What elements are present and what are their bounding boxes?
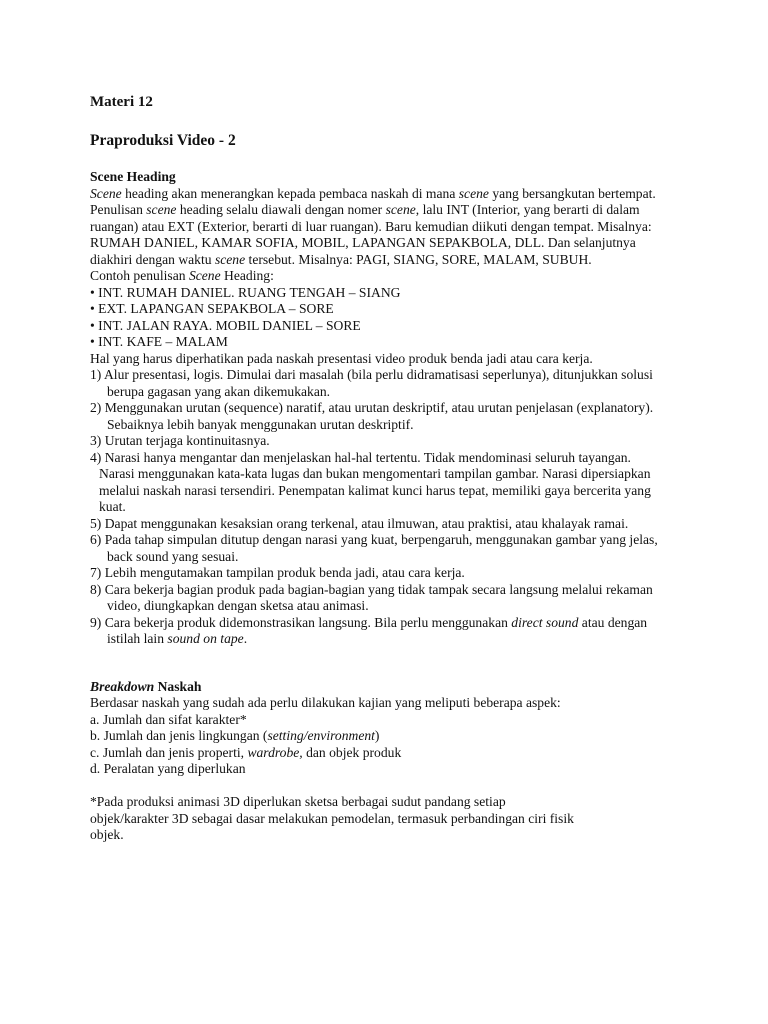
list-item: 2) Menggunakan urutan (sequence) naratif, atau urutan deskriptif, atau urutan penjelasan (explanatory). (90, 400, 654, 415)
list-item: 5) Dapat menggunakan kesaksian orang terkenal, atau ilmuwan, atau praktisi, atau khalayak ramai. (90, 515, 629, 531)
breakdown-list (90, 712, 730, 778)
section-heading-breakdown: Breakdown Naskah (90, 678, 202, 694)
document-title: Materi 12 (90, 94, 153, 110)
list-item-continuation: Sebaiknya lebih banyak menggunakan urutan deskriptif. (107, 416, 414, 432)
list-item-continuation: back sound yang sesuai. (107, 548, 239, 564)
breakdown-item: b. Jumlah dan jenis lingkungan (setting/environment) (90, 728, 380, 743)
example-line: • INT. JALAN RAYA. MOBIL DANIEL – SORE (90, 317, 361, 333)
scene-heading-examples (90, 285, 730, 351)
points-list (90, 367, 730, 648)
section-heading-scene-heading: Scene Heading (90, 169, 176, 184)
footnote-line: objek. (90, 827, 124, 842)
list-item-continuation: melalui naskah narasi tersendiri. Penempatan kalimat kunci harus tepat, memiliki gaya bercerita yang (99, 482, 651, 498)
list-item: 7) Lebih mengutamakan tampilan produk benda jadi, atau cara kerja. (90, 565, 465, 580)
breakdown-intro: Berdasar naskah yang sudah ada perlu dilakukan kajian yang meliputi beberapa aspek: (90, 695, 561, 710)
breakdown-item: a. Jumlah dan sifat karakter* (90, 711, 247, 727)
footnote-line: objek/karakter 3D sebagai dasar melakukan pemodelan, termasuk perbandingan ciri fisik (90, 810, 574, 826)
list-item: 6) Pada tahap simpulan ditutup dengan narasi yang kuat, berpengaruh, menggunakan gambar yang jelas, (90, 532, 658, 547)
breakdown-item: c. Jumlah dan jenis properti, wardrobe, dan objek produk (90, 744, 402, 760)
example-line: • EXT. LAPANGAN SEPAKBOLA – SORE (90, 301, 334, 316)
intro-line: Contoh penulisan Scene Heading: (90, 268, 274, 283)
example-line: • INT. RUMAH DANIEL. RUANG TENGAH – SIANG (90, 284, 401, 300)
document-subtitle: Praproduksi Video - 2 (90, 132, 236, 149)
intro-line: diakhiri dengan waktu scene tersebut. Misalnya: PAGI, SIANG, SORE, MALAM, SUBUH. (90, 251, 592, 267)
list-item: 3) Urutan terjaga kontinuitasnya. (90, 433, 270, 448)
list-item-continuation: berupa gagasan yang akan dikemukakan. (107, 383, 331, 399)
points-intro: Hal yang harus diperhatikan pada naskah presentasi video produk benda jadi atau cara kerja. (90, 350, 593, 366)
list-item-continuation: video, diungkapkan dengan sketsa atau animasi. (107, 598, 369, 613)
footnote (90, 794, 730, 844)
intro-line: RUMAH DANIEL, KAMAR SOFIA, MOBIL, LAPANGAN SEPAKBOLA, DLL. Dan selanjutnya (90, 235, 636, 250)
list-item-continuation: kuat. (99, 499, 126, 514)
document-page (90, 92, 730, 844)
list-item: 9) Cara bekerja produk didemonstrasikan langsung. Bila perlu menggunakan direct sound atau dengan (90, 614, 648, 630)
intro-line: Scene heading akan menerangkan kepada pembaca naskah di mana scene yang bersangkutan bertempat. (90, 185, 656, 201)
list-item-continuation: istilah lain sound on tape. (107, 631, 248, 646)
breakdown-item: d. Peralatan yang diperlukan (90, 761, 246, 776)
intro-line: ruangan) atau EXT (Exterior, berarti di luar ruangan). Baru kemudian diikuti dengan tempat. Misalnya: (90, 218, 652, 234)
list-item: 4) Narasi hanya mengantar dan menjelaskan hal-hal tertentu. Tidak mendominasi seluruh tayangan. (90, 449, 631, 465)
intro-line: Penulisan scene heading selalu diawali dengan nomer scene, lalu INT (Interior, yang berarti di dalam (90, 202, 640, 217)
example-line: • INT. KAFE – MALAM (90, 334, 228, 349)
list-item: 1) Alur presentasi, logis. Dimulai dari masalah (bila perlu didramatisasi seperlunya), ditunjukkan solusi (90, 367, 653, 382)
footnote-line: *Pada produksi animasi 3D diperlukan sketsa berbagai sudut pandang setiap (90, 794, 506, 809)
list-item: 8) Cara bekerja bagian produk pada bagian-bagian yang tidak tampak secara langsung melalui rekaman (90, 581, 653, 597)
list-item-continuation: Narasi menggunakan kata-kata lugas dan bukan mengomentari tampilan gambar. Narasi dipersiapkan (99, 466, 651, 481)
paragraph-gap (90, 778, 730, 795)
scene-heading-intro (90, 186, 730, 285)
